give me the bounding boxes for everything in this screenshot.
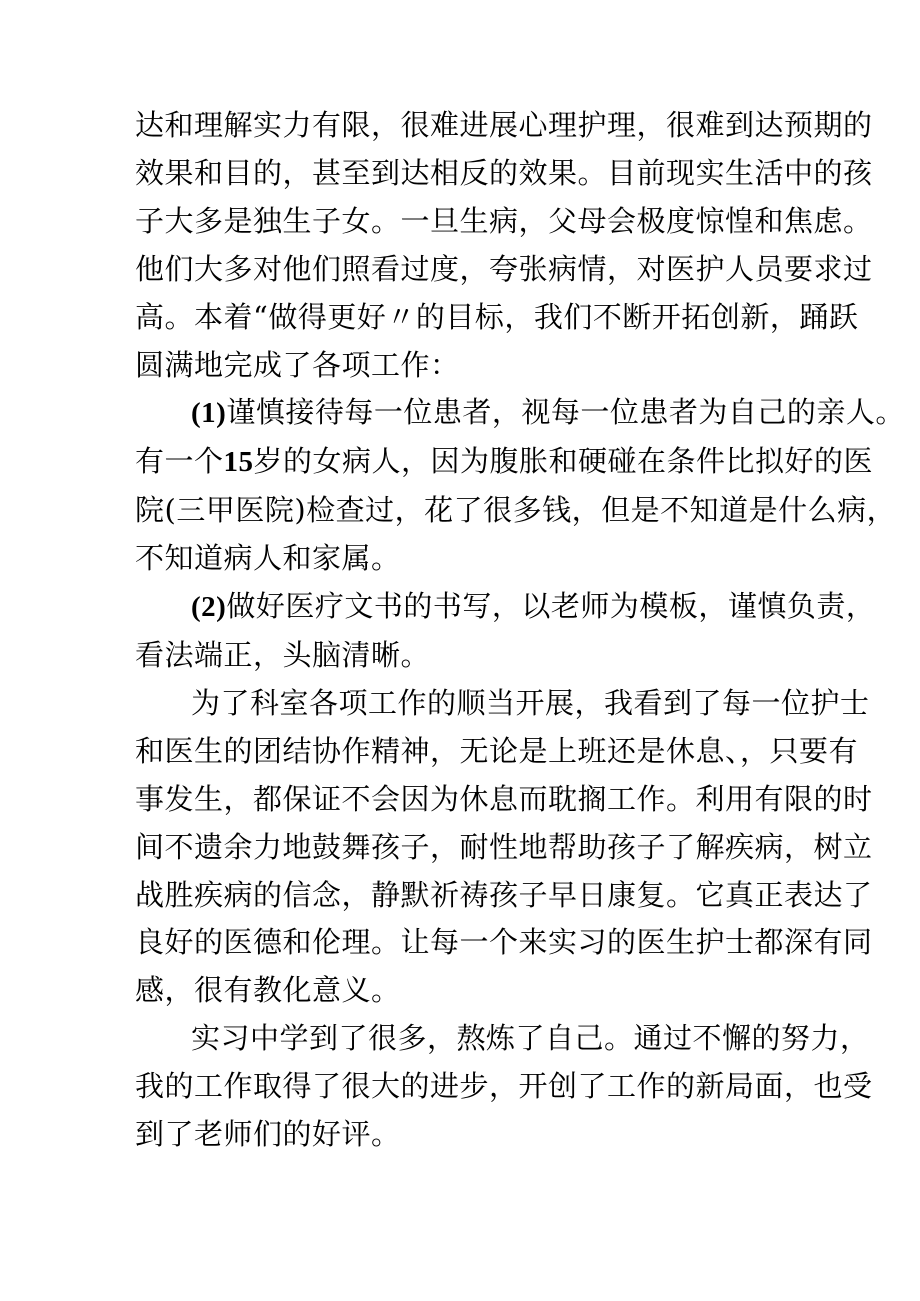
text-line: 良好的医德和伦理。让每一个来实习的医生护士都深有同 bbox=[135, 925, 873, 960]
text-line: 我的工作取得了很大的进步，开创了工作的新局面，也受 bbox=[135, 1069, 873, 1104]
text-line: 感，很有教化意义。 bbox=[135, 973, 401, 1008]
item-2-text: 做好医疗文书的书写，以老师为模板，谨慎负责， bbox=[226, 589, 876, 624]
text-line: 院(三甲医院)检查过，花了很多钱，但是不知道是什么病， bbox=[135, 493, 897, 528]
item-1-text: 谨慎接待每一位患者，视每一位患者为自己的亲人。 bbox=[226, 395, 905, 430]
text-line: 他们大多对他们照看过度，夸张病情，对医护人员要求过 bbox=[135, 251, 873, 286]
text-line: 高。本着“做得更好〃的目标，我们不断开拓创新，踊跃 bbox=[135, 299, 859, 334]
document-body bbox=[135, 102, 905, 1159]
paragraph-item-1 bbox=[135, 389, 905, 583]
text-line: 间不遗余力地鼓舞孩子，耐性地帮助孩子了解疾病，树立 bbox=[135, 829, 873, 864]
text-line bbox=[135, 583, 876, 632]
text-line: 达和理解实力有限，很难进展心理护理，很难到达预期的 bbox=[135, 108, 873, 142]
item-marker-1: (1) bbox=[191, 397, 227, 430]
text-line: 不知道病人和家属。 bbox=[135, 541, 401, 576]
text-line bbox=[135, 389, 905, 438]
line-rest: 岁的女病人，因为腹胀和硬碰在条件比拟好的医 bbox=[253, 444, 874, 479]
paragraph-intro bbox=[135, 102, 873, 389]
age-number: 15 bbox=[223, 446, 254, 479]
text-line: 到了老师们的好评。 bbox=[135, 1117, 401, 1152]
text-line bbox=[135, 438, 874, 487]
text-line: 圆满地完成了各项工作： bbox=[135, 347, 460, 382]
paragraph-teamwork bbox=[135, 680, 873, 1015]
text-line: 看法端正，头脑清晰。 bbox=[135, 637, 431, 672]
line-prefix: 有一个 bbox=[135, 444, 224, 479]
paragraph-item-2 bbox=[135, 583, 876, 680]
text-line: 实习中学到了很多，熬炼了自己。通过不懈的努力， bbox=[191, 1021, 870, 1056]
paragraph-conclusion bbox=[135, 1015, 873, 1159]
text-line: 和医生的团结协作精神，无论是上班还是休息、，只要有 bbox=[135, 733, 859, 768]
text-line: 事发生，都保证不会因为休息而耽搁工作。利用有限的时 bbox=[135, 781, 873, 816]
item-marker-2: (2) bbox=[191, 591, 227, 624]
text-line: 为了科室各项工作的顺当开展，我看到了每一位护士 bbox=[191, 685, 870, 720]
text-line: 战胜疾病的信念，静默祈祷孩子早日康复。它真正表达了 bbox=[135, 877, 873, 912]
text-line: 效果和目的，甚至到达相反的效果。目前现实生活中的孩 bbox=[135, 155, 873, 190]
text-line: 子大多是独生子女。一旦生病，父母会极度惊惶和焦虑。 bbox=[135, 203, 873, 238]
